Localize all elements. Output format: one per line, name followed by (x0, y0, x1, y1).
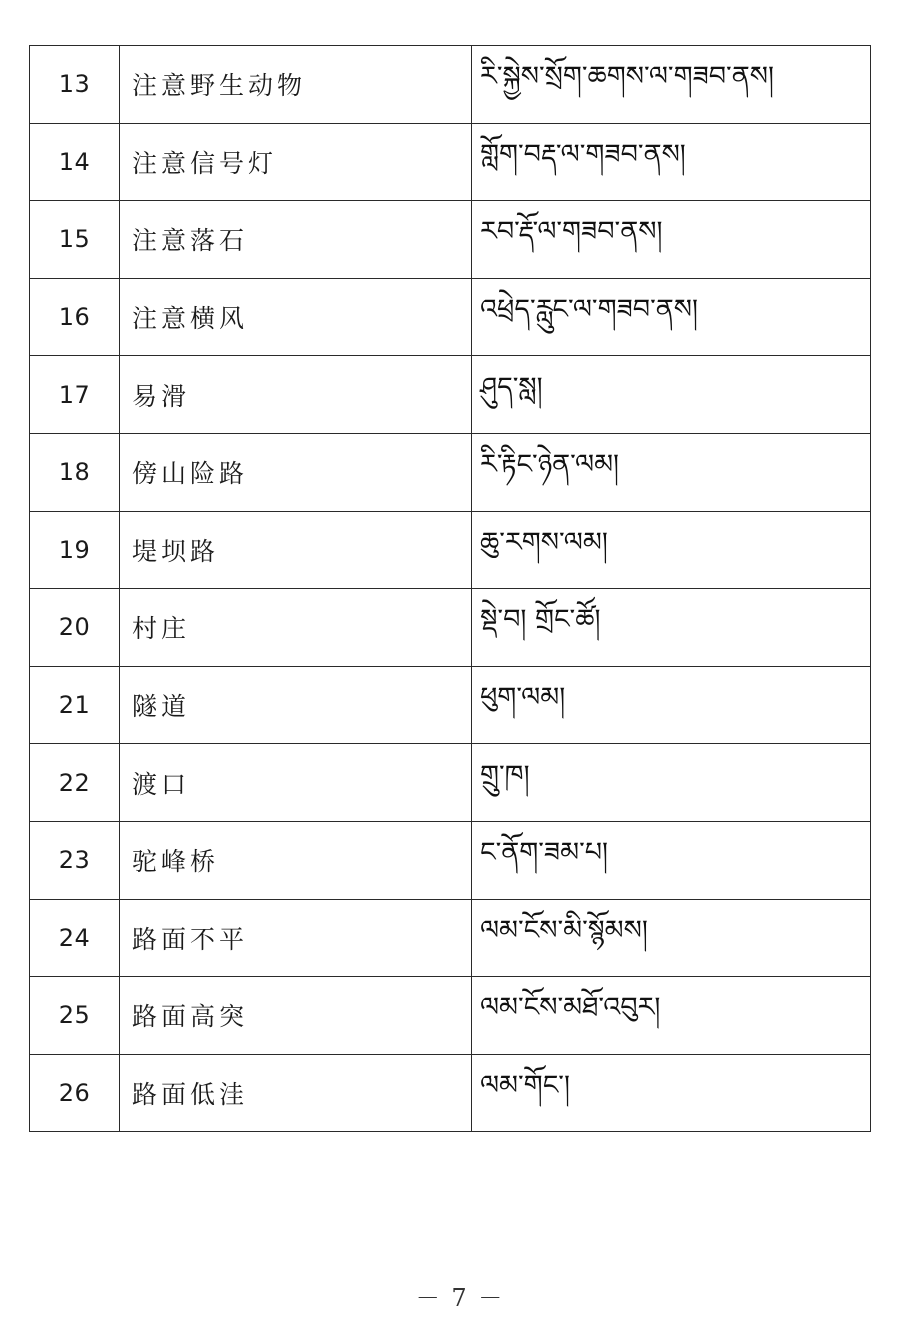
table-row (30, 1054, 871, 1132)
chinese-term: 路面低洼 (120, 1054, 472, 1132)
tibetan-term: རི་རྟིང་ཉེན་ལམ། (472, 433, 871, 511)
tibetan-term: སྡེ་བ། གྲོང་ཚོ། (472, 589, 871, 667)
tibetan-term: ལམ་ངོས་མཐོ་འབུར། (472, 977, 871, 1055)
tibetan-term: རི་སྐྱེས་སྲོག་ཆགས་ལ་གཟབ་ནས། (472, 46, 871, 124)
tibetan-term: ཤུད་སླ། (472, 356, 871, 434)
chinese-term: 隧道 (120, 666, 472, 744)
row-number: 18 (30, 433, 120, 511)
row-number: 21 (30, 666, 120, 744)
chinese-term: 易滑 (120, 356, 472, 434)
chinese-term: 注意信号灯 (120, 123, 472, 201)
row-number: 17 (30, 356, 120, 434)
table-row (30, 899, 871, 977)
table-row (30, 821, 871, 899)
tibetan-term: འཕྲེད་རླུང་ལ་གཟབ་ནས། (472, 278, 871, 356)
tibetan-term: ལམ་ངོས་མི་སྙོམས། (472, 899, 871, 977)
row-number: 13 (30, 46, 120, 124)
chinese-term: 注意野生动物 (120, 46, 472, 124)
chinese-term: 路面不平 (120, 899, 472, 977)
table-row (30, 123, 871, 201)
chinese-term: 堤坝路 (120, 511, 472, 589)
tibetan-term: རབ་རྡོ་ལ་གཟབ་ནས། (472, 201, 871, 279)
tibetan-term: ང་ནོག་ཟམ་པ། (472, 821, 871, 899)
page-number: － 7 － (415, 1284, 505, 1312)
chinese-term: 傍山险路 (120, 433, 472, 511)
table-row (30, 278, 871, 356)
table-body (30, 46, 871, 1132)
table-row (30, 666, 871, 744)
row-number: 15 (30, 201, 120, 279)
chinese-term: 村庄 (120, 589, 472, 667)
row-number: 22 (30, 744, 120, 822)
row-number: 20 (30, 589, 120, 667)
row-number: 26 (30, 1054, 120, 1132)
table-row (30, 46, 871, 124)
row-number: 23 (30, 821, 120, 899)
tibetan-term: ཕུག་ལམ། (472, 666, 871, 744)
table-row (30, 511, 871, 589)
table-row (30, 744, 871, 822)
table-row (30, 589, 871, 667)
chinese-term: 驼峰桥 (120, 821, 472, 899)
table-row (30, 201, 871, 279)
row-number: 24 (30, 899, 120, 977)
chinese-term: 注意落石 (120, 201, 472, 279)
row-number: 16 (30, 278, 120, 356)
tibetan-term: གློག་བརྡ་ལ་གཟབ་ནས། (472, 123, 871, 201)
tibetan-term: ལམ་གོང་། (472, 1054, 871, 1132)
tibetan-term: གྲུ་ཁ། (472, 744, 871, 822)
table-row (30, 356, 871, 434)
chinese-term: 注意横风 (120, 278, 472, 356)
row-number: 25 (30, 977, 120, 1055)
row-number: 14 (30, 123, 120, 201)
tibetan-term: ཆུ་རགས་ལམ། (472, 511, 871, 589)
glossary-table (29, 45, 871, 1132)
chinese-term: 路面高突 (120, 977, 472, 1055)
chinese-term: 渡口 (120, 744, 472, 822)
table-row (30, 433, 871, 511)
table-row (30, 977, 871, 1055)
row-number: 19 (30, 511, 120, 589)
